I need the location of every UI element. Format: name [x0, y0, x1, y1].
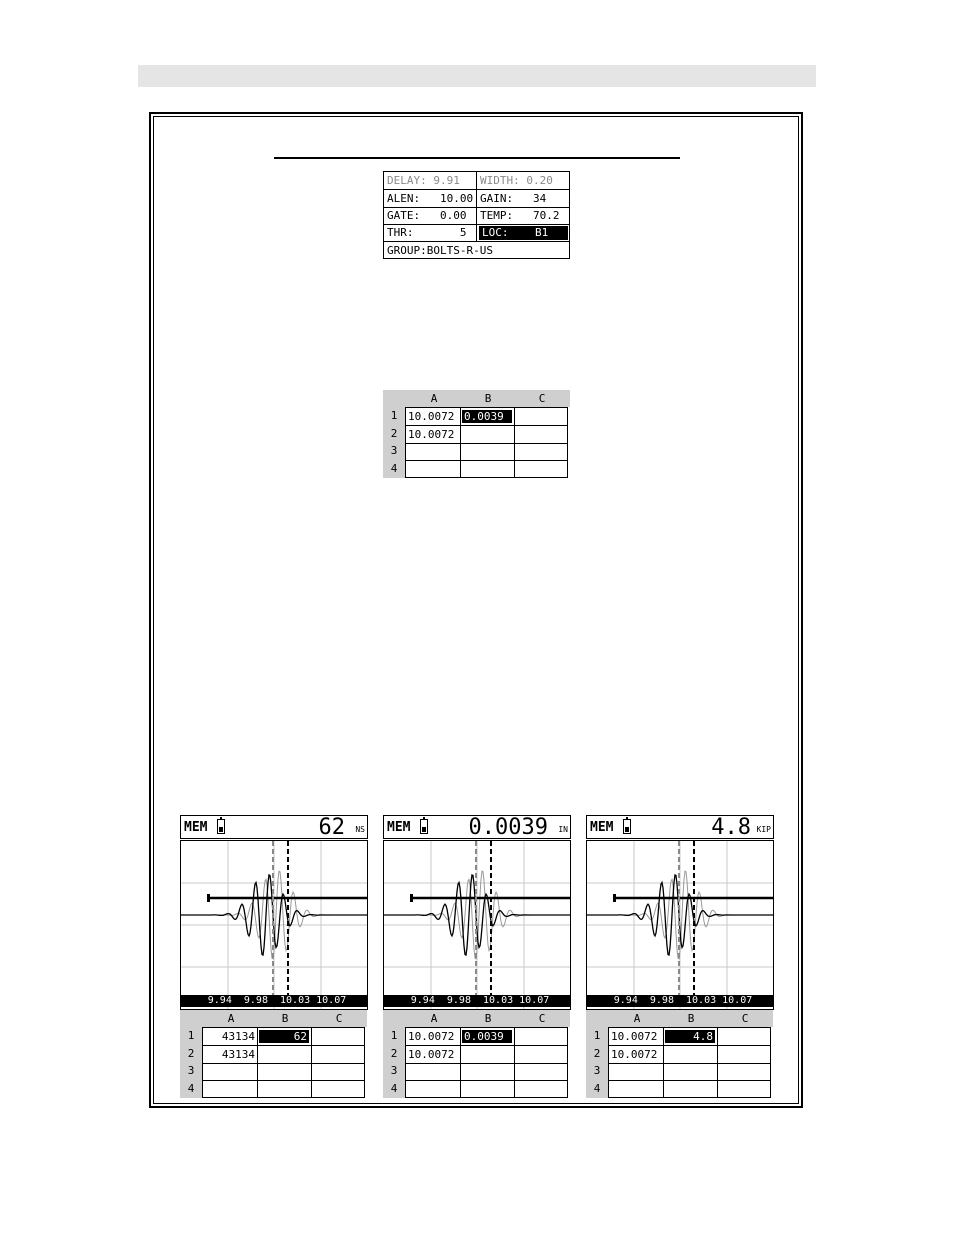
title-rule — [274, 157, 680, 159]
row-header-2: 2 — [593, 1047, 601, 1060]
thr-setting[interactable]: THR: 5 — [387, 226, 467, 239]
row-header-3: 3 — [390, 444, 398, 457]
instrument-screen-1 — [180, 815, 368, 1100]
column-header-c: C — [538, 1012, 546, 1025]
grid-cells — [202, 1027, 365, 1098]
grid-cells — [405, 407, 568, 478]
instrument-screen-3 — [586, 815, 774, 1100]
gate-setting[interactable]: GATE: 0.00 — [387, 209, 467, 222]
screen-header — [586, 815, 774, 839]
width-setting[interactable]: WIDTH: 0.20 — [480, 174, 553, 187]
row-header-1: 1 — [593, 1029, 601, 1042]
temp-setting[interactable]: TEMP: 70.2 — [480, 209, 560, 222]
reading-value: 4.8 — [711, 815, 751, 840]
loc-setting[interactable]: LOC: B1 — [479, 226, 568, 240]
mem-indicator: MEM — [590, 820, 614, 835]
gain-setting[interactable]: GAIN: 34 — [480, 192, 547, 205]
column-header-a: A — [227, 1012, 235, 1025]
waveform-display — [586, 840, 774, 1010]
battery-icon — [420, 819, 428, 834]
cell-a2[interactable]: 10.0072 — [408, 428, 455, 441]
column-header-b: B — [281, 1012, 289, 1025]
row-header-4: 4 — [390, 462, 398, 475]
grid-cells — [608, 1027, 771, 1098]
row-header-3: 3 — [390, 1064, 398, 1077]
cell-a1[interactable]: 10.0072 — [408, 1030, 455, 1043]
waveform-display — [383, 840, 571, 1010]
battery-icon — [623, 819, 631, 834]
cell-b1[interactable]: 4.8 — [665, 1030, 715, 1043]
memory-grid-main — [383, 390, 570, 478]
time-scale: 9.94 9.98 10.03 10.07 — [383, 995, 571, 1007]
instrument-screen-2 — [383, 815, 571, 1100]
cell-b1[interactable]: 0.0039 — [462, 410, 512, 423]
screen-header — [180, 815, 368, 839]
column-header-c: C — [335, 1012, 343, 1025]
cell-b1[interactable]: 62 — [259, 1030, 309, 1043]
time-scale: 9.94 9.98 10.03 10.07 — [180, 995, 368, 1007]
row-header-4: 4 — [593, 1082, 601, 1095]
column-header-b: B — [484, 392, 492, 405]
time-scale: 9.94 9.98 10.03 10.07 — [586, 995, 774, 1007]
cell-a1[interactable]: 43134 — [221, 1030, 255, 1043]
delay-setting[interactable]: DELAY: 9.91 — [387, 174, 460, 187]
cell-a1[interactable]: 10.0072 — [611, 1030, 658, 1043]
row-header-2: 2 — [390, 427, 398, 440]
row-header-1: 1 — [390, 409, 398, 422]
column-header-c: C — [741, 1012, 749, 1025]
row-header-4: 4 — [187, 1082, 195, 1095]
reading-value: 62 — [318, 815, 345, 840]
alen-setting[interactable]: ALEN: 10.00 — [387, 192, 474, 205]
row-header-4: 4 — [390, 1082, 398, 1095]
column-header-b: B — [484, 1012, 492, 1025]
reading-unit: NS — [355, 825, 365, 834]
cell-a2[interactable]: 43134 — [221, 1048, 255, 1061]
cell-b1[interactable]: 0.0039 — [462, 1030, 512, 1043]
cell-a2[interactable]: 10.0072 — [611, 1048, 658, 1061]
row-header-1: 1 — [187, 1029, 195, 1042]
row-header-3: 3 — [593, 1064, 601, 1077]
battery-icon — [217, 819, 225, 834]
row-header-2: 2 — [390, 1047, 398, 1060]
waveform-display — [180, 840, 368, 1010]
column-header-a: A — [430, 1012, 438, 1025]
column-header-a: A — [633, 1012, 641, 1025]
reading-value: 0.0039 — [468, 815, 548, 840]
group-setting[interactable]: GROUP:BOLTS-R-US — [387, 244, 493, 257]
column-header-b: B — [687, 1012, 695, 1025]
memory-grid — [383, 1010, 570, 1098]
memory-grid — [180, 1010, 367, 1098]
row-header-3: 3 — [187, 1064, 195, 1077]
cell-a1[interactable]: 10.0072 — [408, 410, 455, 423]
header-band — [138, 65, 816, 87]
grid-cells — [405, 1027, 568, 1098]
memory-grid — [586, 1010, 773, 1098]
settings-panel — [383, 171, 570, 259]
column-header-a: A — [430, 392, 438, 405]
screen-header — [383, 815, 571, 839]
cell-a2[interactable]: 10.0072 — [408, 1048, 455, 1061]
row-header-1: 1 — [390, 1029, 398, 1042]
mem-indicator: MEM — [184, 820, 208, 835]
row-header-2: 2 — [187, 1047, 195, 1060]
reading-unit: KIP — [756, 825, 771, 834]
reading-unit: IN — [558, 825, 568, 834]
mem-indicator: MEM — [387, 820, 411, 835]
column-header-c: C — [538, 392, 546, 405]
